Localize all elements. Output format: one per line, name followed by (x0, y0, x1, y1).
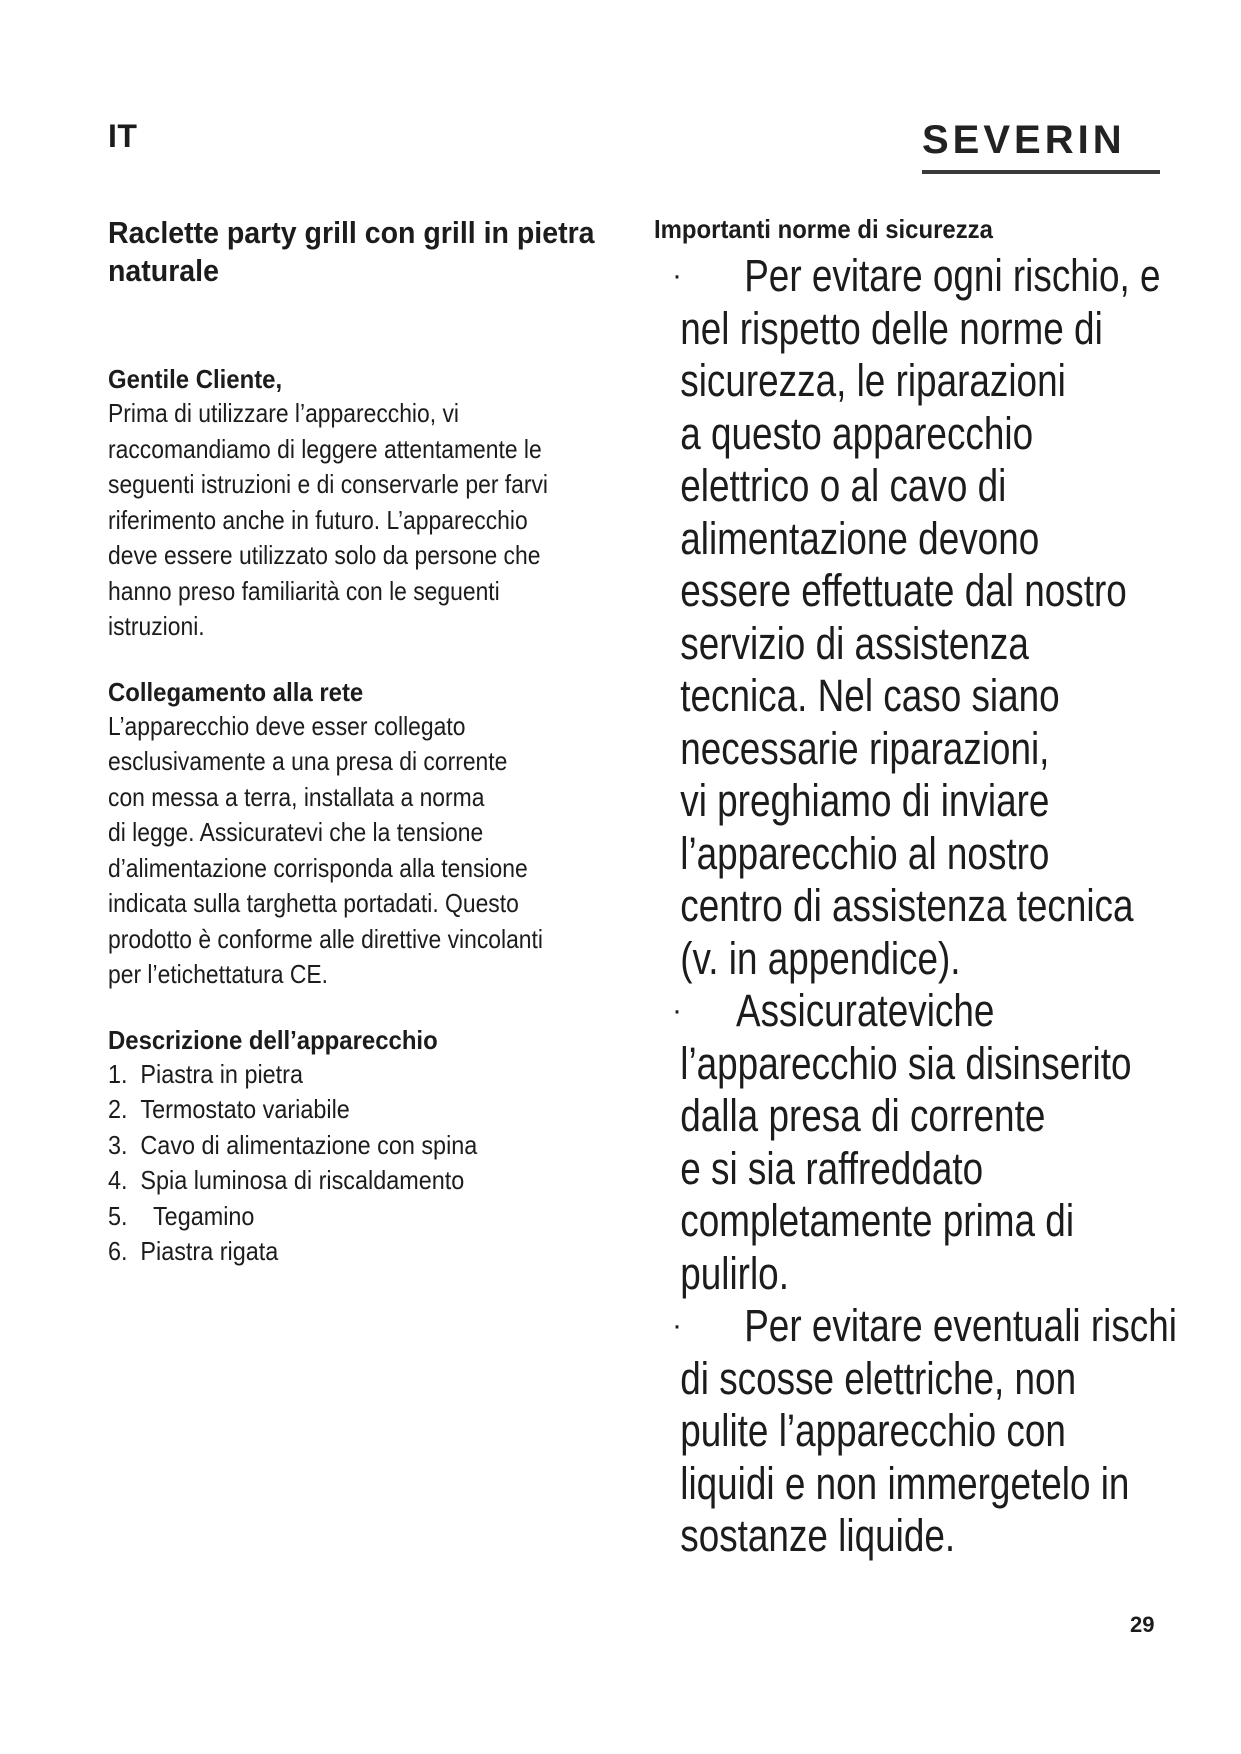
bullet-line: servizio di assistenza (680, 617, 1029, 669)
paragraph-line: indicata sulla targhetta portadati. Questo (108, 888, 519, 918)
bullet-line: dalla presa di corrente (680, 1090, 1046, 1141)
paragraph-line: prodotto è conforme alle direttive vincolanti (108, 923, 543, 954)
language-code: IT (108, 118, 138, 154)
section-heading: Gentile Cliente, (108, 364, 283, 394)
bullet-line: Per evitare eventuali rischi (744, 1300, 1177, 1351)
connection-section (108, 675, 628, 993)
bullet-line: (v. in appendice). (680, 932, 961, 984)
list-item (108, 1128, 576, 1164)
bullet-line: l’apparecchio al nostro (680, 827, 1050, 879)
bullet-line: di scosse elettriche, non (680, 1352, 1077, 1404)
list-text: Piastra rigata (140, 1236, 279, 1266)
safety-heading: Importanti norme di sicurezza (654, 214, 993, 244)
list-number: 6. (108, 1236, 128, 1266)
parts-list (108, 1057, 628, 1270)
paragraph-line: con messa a terra, installata a norma (108, 781, 485, 812)
list-text: Spia luminosa di riscaldamento (140, 1165, 465, 1195)
paragraph-line: L’apparecchio deve esser collegato (108, 710, 466, 741)
bullet-line: elettrico o al cavo di (680, 460, 1007, 511)
bullet-line: Per evitare ogni rischio, e (744, 250, 1161, 301)
bullet-line: sicurezza, le riparazioni (680, 355, 1066, 406)
document-title (108, 214, 623, 290)
list-item (108, 1057, 576, 1093)
bullet-icon: · (672, 994, 682, 1027)
bullet-line: a questo apparecchio (680, 407, 1034, 459)
bullet-line: l’apparecchio sia disinserito (680, 1037, 1132, 1089)
page-number: 29 (1130, 1612, 1155, 1637)
paragraph-line: istruzioni. (108, 611, 205, 641)
list-item (108, 1092, 576, 1128)
list-number: 3. (108, 1129, 128, 1160)
bullet-line: e si sia raffreddato (680, 1142, 984, 1194)
bullet-line: Assicurateviche (736, 985, 995, 1036)
left-column (108, 214, 628, 1300)
bullet-icon: · (672, 1309, 682, 1342)
document-title-line: naturale (108, 253, 219, 288)
paragraph-line: raccomandiamo di leggere attentamente le (108, 433, 542, 464)
safety-bullet (654, 1300, 1194, 1563)
list-text: Piastra in pietra (140, 1058, 303, 1089)
paragraph-line: per l’etichettatura CE. (108, 959, 329, 989)
bullet-line: pulite l’apparecchio con (680, 1405, 1066, 1456)
list-text: Tegamino (140, 1200, 255, 1231)
safety-bullet (654, 250, 1194, 985)
bullet-line: completamente prima di (680, 1195, 1075, 1246)
section-heading: Collegamento alla rete (108, 676, 364, 707)
paragraph-line: d’alimentazione corrisponda alla tensione (108, 852, 528, 883)
description-section (108, 1023, 628, 1270)
bullet-line: centro di assistenza tecnica (680, 880, 1134, 931)
bullet-line: vi preghiamo di inviare (680, 775, 1050, 826)
bullet-line: nel rispetto delle norme di (680, 302, 1103, 354)
paragraph-line: Prima di utilizzare l’apparecchio, vi (108, 398, 459, 428)
paragraph-line: seguenti istruzioni e di conservarle per farvi (108, 469, 549, 499)
paragraph-line: hanno preso familiarità con le seguenti (108, 575, 500, 606)
bullet-line: sostanze liquide. (680, 1510, 956, 1561)
list-number: 4. (108, 1165, 128, 1195)
document-title-line: Raclette party grill con grill in pietra (108, 215, 595, 250)
bullet-line: liquidi e non immergetelo in (680, 1457, 1130, 1509)
paragraph-line: esclusivamente a una presa di corrente (108, 746, 508, 776)
list-text: Cavo di alimentazione con spina (140, 1129, 478, 1160)
bullet-line: necessarie riparazioni, (680, 722, 1050, 774)
list-item (108, 1163, 576, 1199)
list-item (108, 1234, 576, 1270)
section-heading: Descrizione dell’apparecchio (108, 1024, 438, 1055)
list-item (108, 1199, 576, 1235)
bullet-line: tecnica. Nel caso siano (680, 670, 1060, 721)
list-number: 1. (108, 1058, 128, 1089)
bullet-line: pulirlo. (680, 1247, 789, 1299)
brand-logo: SEVERIN (922, 120, 1160, 174)
bullet-icon: · (672, 259, 682, 292)
paragraph-line: riferimento anche in futuro. L’apparecchio (108, 504, 528, 535)
right-column (654, 212, 1194, 1563)
bullet-line: essere effettuate dal nostro (680, 565, 1127, 616)
list-text: Termostato variabile (140, 1094, 350, 1124)
paragraph-line: deve essere utilizzato solo da persone che (108, 540, 541, 570)
list-number: 2. (108, 1094, 128, 1124)
list-number: 5. (108, 1200, 128, 1231)
safety-bullet (654, 985, 1194, 1300)
paragraph-line: di legge. Assicuratevi che la tensione (108, 817, 484, 847)
bullet-line: alimentazione devono (680, 512, 1040, 564)
greeting-section (108, 362, 628, 645)
